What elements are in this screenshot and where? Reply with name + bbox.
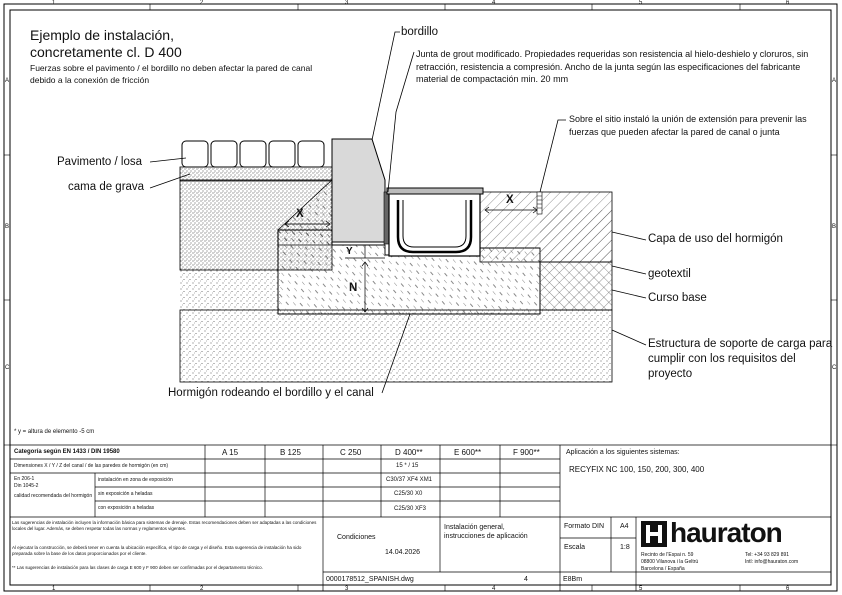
class-b125: B 125 xyxy=(280,448,301,457)
doc-title-1: Instalación general, xyxy=(444,524,505,531)
hauraton-brand: hauraton xyxy=(670,517,782,548)
footnote: * y = altura de elemento -5 cm xyxy=(14,429,95,435)
grid-row-a: A xyxy=(5,78,10,84)
label-geotextil: geotextil xyxy=(648,268,691,280)
application-value: RECYFIX NC 100, 150, 200, 300, 400 xyxy=(569,465,705,474)
label-bordillo: bordillo xyxy=(401,26,439,38)
class-c250: C 250 xyxy=(340,448,362,457)
address-1: Recinto de l'Espai n. 59 xyxy=(641,552,694,558)
grid-col-1: 1 xyxy=(52,0,56,6)
label-curso-base: Curso base xyxy=(648,292,707,304)
label-pavimento: Pavimento / losa xyxy=(57,156,143,168)
formato-value: A4 xyxy=(620,523,629,530)
doc-title-2: instrucciones de aplicación xyxy=(444,533,528,540)
drawing-title: Ejemplo de instalación, concretamente cl. D 400 xyxy=(30,27,182,60)
grid-row-c: C xyxy=(5,365,10,371)
row2-v3: C25/30 XF3 xyxy=(394,506,427,512)
row2-sub1: instalación en zona de exposición xyxy=(98,477,173,483)
class-a15: A 15 xyxy=(222,448,239,457)
row1-label: Dimensiones X / Y / Z del canal / de las paredes de hormigón (en cm) xyxy=(14,463,169,469)
grid-col-4-bottom: 4 xyxy=(492,586,496,592)
grid-col-2-bottom: 2 xyxy=(200,586,204,592)
filename: 0000178512_SPANISH.dwg xyxy=(326,576,414,583)
escala-value: 1:8 xyxy=(620,544,630,551)
grid-row-a-right: A xyxy=(832,78,837,84)
table-cat-header: Categoría según EN 1433 / DIN 19580 xyxy=(14,449,120,455)
page-number: 4 xyxy=(524,576,528,583)
condiciones-date: 14.04.2026 xyxy=(385,549,421,556)
row2-sub2: sin exposición a heladas xyxy=(98,491,153,497)
grid-col-3: 3 xyxy=(345,0,349,6)
application-header: Aplicación a los siguientes sistemas: xyxy=(566,449,680,456)
address-2: 08800 Vilanova i la Geltrú xyxy=(641,559,699,565)
label-capa-uso: Capa de uso del hormigón xyxy=(648,233,783,245)
grid-col-1-bottom: 1 xyxy=(52,586,56,592)
email: Intl: info@hauraton.com xyxy=(745,559,799,565)
dim-x-right: X xyxy=(506,194,514,206)
disclaimer-2: Al ejecutar la construcción, se deberá tener en cuenta la ubicación específica, el tipo de carga y el diseño. Esta sugerencia de instalación ha sido preparada sobre la base de los datos proporcionados por el cliente. xyxy=(12,545,302,556)
row2-label-a: En 206-1 xyxy=(14,476,35,482)
row2-sub3: con exposición a heladas xyxy=(98,505,155,511)
class-e600: E 600** xyxy=(454,448,482,457)
address-3: Barcelona / España xyxy=(641,566,685,572)
label-grava: cama de grava xyxy=(68,181,145,193)
grid-col-3-bottom: 3 xyxy=(345,586,349,592)
class-f900: F 900** xyxy=(513,448,540,457)
formato-label: Formato DIN xyxy=(564,523,605,530)
grid-col-4: 4 xyxy=(492,0,496,6)
grid-row-b-right: B xyxy=(832,224,837,230)
grid-col-5-bottom: 5 xyxy=(639,586,643,592)
dim-x-left: X xyxy=(296,208,304,220)
row2-v1: C30/37 XF4 XM1 xyxy=(386,477,433,483)
row2-label-c: calidad recomendada del hormigón xyxy=(14,493,93,499)
label-hormigon: Hormigón rodeando el bordillo y el canal xyxy=(168,387,374,399)
condiciones-label: Condiciones xyxy=(337,534,376,541)
grid-col-2: 2 xyxy=(200,0,204,6)
label-grout-note: Junta de grout modificado. Propiedades requeridas son resistencia al hielo-deshielo y cloruros, sin retracción, resistencia a compresión. Ancho de la junta según las especificaciones del fabricante material de compactación min. 20 mm xyxy=(416,49,809,84)
grid-col-6-bottom: 6 xyxy=(786,586,790,592)
disclaimer-1: Las sugerencias de instalación incluyen la información básica para sistemas de drenaje. Estas recomendaciones deben ser adaptadas a las condiciones locales del lugar. Además, se deben respetar todas las normas y reglamentos vigentes. xyxy=(12,520,317,531)
row1-value: 15 * / 15 xyxy=(396,463,419,469)
row2-label-b: Din 1045-2 xyxy=(14,483,39,489)
label-estructura: Estructura de soporte de carga para cumplir con los requisitos del proyecto xyxy=(648,338,833,380)
disclaimer-3: ** Las sugerencias de instalación para las clases de carga E 600 y F 900 deben ser confirmadas por el departamento técnico. xyxy=(12,565,263,570)
escala-label: Escala xyxy=(564,544,586,551)
dim-y: Y xyxy=(346,246,353,257)
blatt-code: E8Bm xyxy=(563,576,583,583)
phone: Tel: +34 93 829 891 xyxy=(745,552,790,558)
drawing-subtitle: Fuerzas sobre el pavimento / el bordillo no deben afectar la pared de canal debido a la conexión de fricción xyxy=(30,63,313,85)
grid-row-c-right: C xyxy=(832,365,837,371)
row2-v2: C25/30 X0 xyxy=(394,491,423,497)
grid-row-b: B xyxy=(5,224,10,230)
grid-col-5: 5 xyxy=(639,0,643,6)
label-extension-note: Sobre el sitio instaló la unión de extensión para prevenir las fuerzas que pueden afectar la pared de canal o junta xyxy=(569,114,807,137)
dim-n: N xyxy=(349,282,358,294)
grid-col-6: 6 xyxy=(786,0,790,6)
class-d400: D 400** xyxy=(395,448,423,457)
hauraton-logo-icon xyxy=(641,521,667,547)
